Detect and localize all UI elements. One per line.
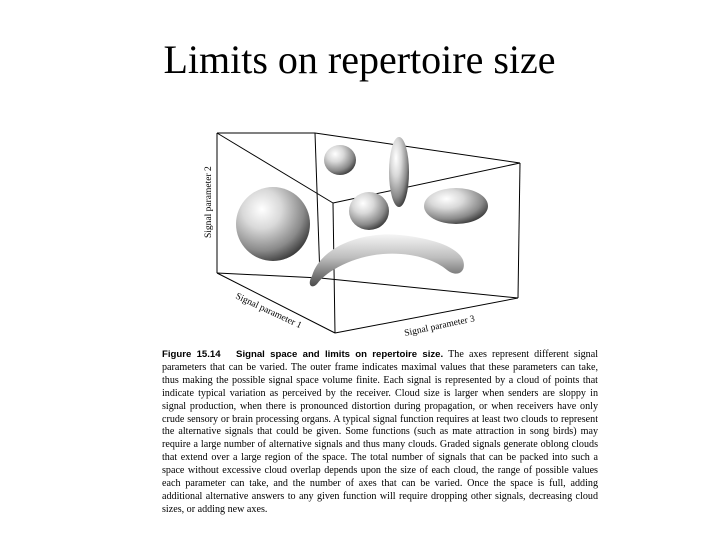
frame-edge (217, 273, 320, 278)
cloud-curved-banana (310, 234, 464, 286)
axis-label-parameter-1: Signal parameter 1 (233, 291, 304, 332)
caption-heading: Signal space and limits on repertoire size. (236, 349, 444, 360)
cloud-small-sphere (324, 145, 356, 175)
axis-label-parameter-3: Signal parameter 3 (403, 314, 476, 339)
caption-figure-label: Figure 15.14 (162, 349, 221, 360)
cloud-large-sphere (236, 187, 310, 261)
frame-edge (315, 133, 320, 278)
caption-body: The axes represent different signal parameters that can be varied. The outer frame indicates maximal values that these parameters can take, thus making the possible signal space volume finite. Each signal is represented by a cloud of points that indicate typical variation as perceived by the receiver. Cloud size is larger when senders are sloppy in signal production, when there is pronounced distortion during propagation, or when receivers have only crude sensory or brain processing organs. A typical signal function requires at least two clouds to represent the alternative signals that could be given. Some functions (such as mate attraction in song birds) may require a large number of alternative signals and thus many clouds. Graded signals generate oblong clouds that extend over a large region of the space. The total number of signals that can be packed into such a space without excessive cloud overlap depends upon the size of each cloud, the range of possible values each parameter can take, and the number of axes that can be varied. Once the space is full, adding additional alternative answers to any given function will require dropping other signals, decreasing cloud sizes, or adding new axes. (162, 349, 599, 515)
signal-space-diagram (195, 128, 535, 343)
frame-edge (320, 278, 518, 298)
frame-edge (518, 163, 520, 298)
slide-title: Limits on repertoire size (163, 37, 556, 82)
figure-caption (162, 349, 598, 517)
signal-clouds (236, 137, 488, 286)
cloud-center-sphere (349, 192, 389, 230)
cloud-vertical-oblong (389, 137, 409, 207)
cloud-horizontal-oblong (424, 188, 488, 224)
axis-label-parameter-2: Signal parameter 2 (204, 166, 214, 238)
